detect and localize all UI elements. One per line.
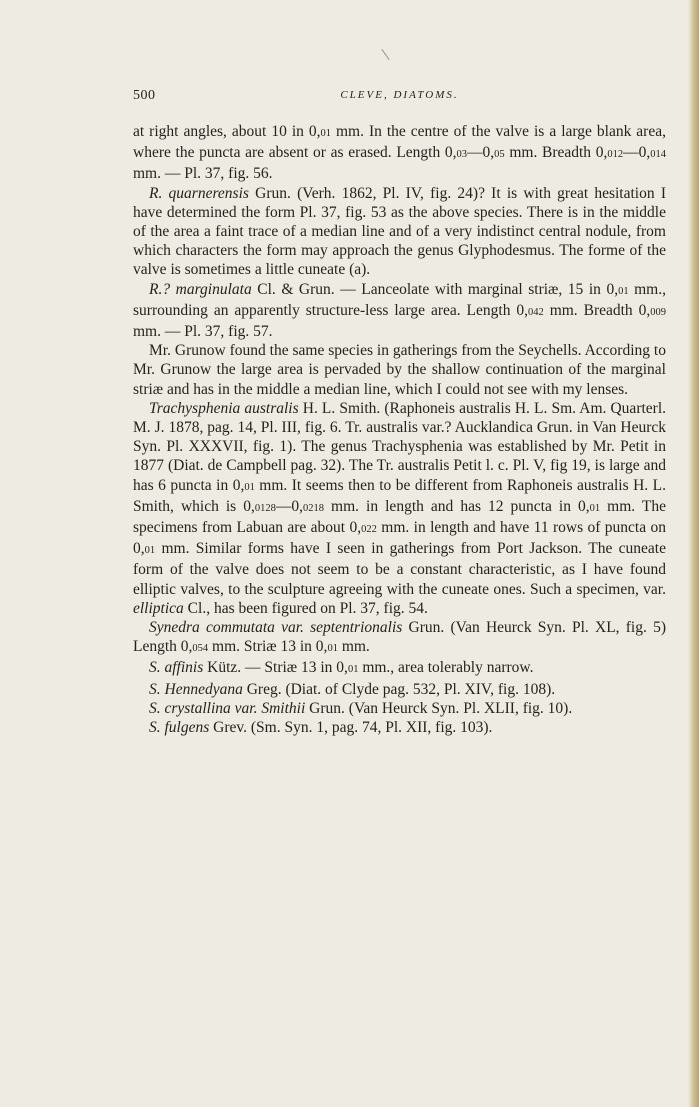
italic-text: S. fulgens: [149, 719, 210, 737]
page-header: [133, 88, 666, 108]
subscript-digits: 01: [618, 285, 629, 297]
italic-text: S. Hennedyana: [149, 680, 243, 698]
subscript-digits: 01: [347, 664, 359, 676]
subscript-digits: 01: [589, 502, 601, 514]
text-run: Cl., has been figured on Pl. 37, fig. 54.: [183, 599, 428, 617]
italic-text: Synedra commutata var. septentrionalis: [149, 619, 403, 637]
subscript-digits: 0128: [254, 502, 276, 514]
italic-text: R.? marginulata: [149, 280, 252, 298]
text-run: mm. — Pl. 37, fig. 57.: [133, 323, 273, 341]
text-run: —0,: [623, 144, 651, 162]
text-run: mm., surrounding an apparently structure-less large area. Length 0,: [133, 280, 666, 319]
subscript-digits: 012: [607, 149, 624, 161]
subscript-digits: 05: [494, 149, 505, 161]
paragraph-p9: [133, 699, 666, 718]
paragraph-p7: [133, 658, 666, 679]
subscript-digits: 01: [327, 643, 338, 655]
italic-text: S. affinis: [149, 659, 204, 677]
text-run: mm. It seems then to be different from Raphoneis australis H. L. Smith, which is 0,: [133, 476, 666, 515]
text-run: mm.: [337, 638, 370, 656]
paragraph-p8: [133, 680, 666, 699]
italic-text: elliptica: [133, 599, 184, 617]
text-run: mm. in length and has 12 puncta in 0,: [323, 497, 590, 515]
paragraph-p4: [133, 341, 666, 399]
text-run: Grev. (Sm. Syn. 1, pag. 74, Pl. XII, fig. 103).: [209, 719, 493, 737]
text-run: mm. Similar forms have I seen in gatherings from Port Jackson. The cuneate form of the valve does not seem to be a constant characteristic, as I have found elliptic valves, to the sculpture agreeing with the cuneate ones. Such a specimen, var.: [133, 540, 666, 598]
text-run: H. L. Smith. (Raphoneis australis H. L. Sm. Am. Quarterl. M. J. 1878, pag. 14, Pl. III, fig. 6. Tr. australis var.? Aucklandica Grun. in Van Heurck Syn. Pl. XXXVII, fig. 1). The genus Trachysphenia was established by Mr. Petit in 1877 (Diat. de Campbell pag. 32). The Tr. australis Petit l. c. Pl. V, fig 19, is large and has 6 puncta in 0,: [133, 399, 667, 494]
subscript-digits: 042: [528, 306, 544, 318]
stray-mark: [381, 49, 389, 60]
text-run: mm. Breadth 0,: [504, 144, 608, 162]
text-run: Grun. (Van Heurck Syn. Pl. XL, fig. 5) Length 0,: [133, 619, 666, 656]
italic-text: Trachysphenia australis: [149, 399, 299, 417]
text-run: Grun. (Verh. 1862, Pl. IV, fig. 24)? It is with great hesitation I have determined the form Pl. 37, fig. 53 as the above species. There is in the middle of the area a faint trace of a median line and of a very indistinct central nodule, from which characters the form may approach the genus Glyphodesmus. The forme of the valve is sometimes a little cuneate (a).: [133, 184, 666, 279]
subscript-digits: 014: [650, 149, 666, 161]
subscript-digits: 009: [650, 306, 666, 318]
italic-text: R. quarnerensis: [149, 184, 249, 202]
text-run: mm. — Pl. 37, fig. 56.: [133, 165, 273, 183]
paragraph-p1: [133, 122, 666, 184]
body-text: [133, 122, 666, 737]
text-run: mm. The specimens from Labuan are about 0,: [133, 497, 666, 537]
subscript-digits: 01: [244, 481, 255, 493]
text-run: Mr. Grunow found the same species in gatherings from the Seychells. According to Mr. Grunow the large area is pervaded by the shallow continuation of the marginal striæ and has in the middle a median line, which I could not see with my lenses.: [133, 342, 666, 398]
text-run: —0,: [467, 144, 495, 162]
text-run: mm. in length and have 11 rows of puncta on 0,: [133, 519, 667, 558]
running-title: CLEVE, DIATOMS.: [340, 89, 459, 101]
text-run: —0,: [275, 497, 303, 515]
subscript-digits: 022: [361, 524, 377, 536]
subscript-digits: 01: [144, 545, 156, 557]
paragraph-p2: [133, 184, 666, 280]
text-run: at right angles, about 10 in 0,: [133, 123, 321, 140]
text-run: Grun. (Van Heurck Syn. Pl. XLII, fig. 10).: [305, 699, 573, 717]
paragraph-p10: [133, 718, 666, 737]
text-run: mm. In the centre of the valve is a large blank area, where the puncta are absent or as erased. Length 0,: [133, 123, 666, 162]
paragraph-p6: [133, 618, 666, 658]
subscript-digits: 0218: [302, 502, 324, 514]
text-run: Greg. (Diat. of Clyde pag. 532, Pl. XIV, fig. 108).: [242, 680, 556, 698]
paragraph-p5: [133, 399, 666, 618]
text-run: mm., area tolerably narrow.: [358, 659, 534, 677]
paragraph-p3: [133, 280, 666, 342]
text-run: mm. Striæ 13 in 0,: [208, 638, 328, 656]
page-number: 500: [133, 88, 156, 103]
italic-text: S. crystallina var. Smithii: [149, 699, 306, 717]
subscript-digits: 054: [192, 643, 209, 655]
subscript-digits: 01: [320, 128, 331, 139]
text-run: Kütz. — Striæ 13 in 0,: [203, 659, 348, 677]
subscript-digits: 03: [456, 149, 468, 161]
text-run: mm. Breadth 0,: [543, 301, 651, 319]
text-run: Cl. & Grun. — Lanceolate with marginal striæ, 15 in 0,: [251, 280, 619, 298]
page-edge: [688, 0, 699, 1107]
